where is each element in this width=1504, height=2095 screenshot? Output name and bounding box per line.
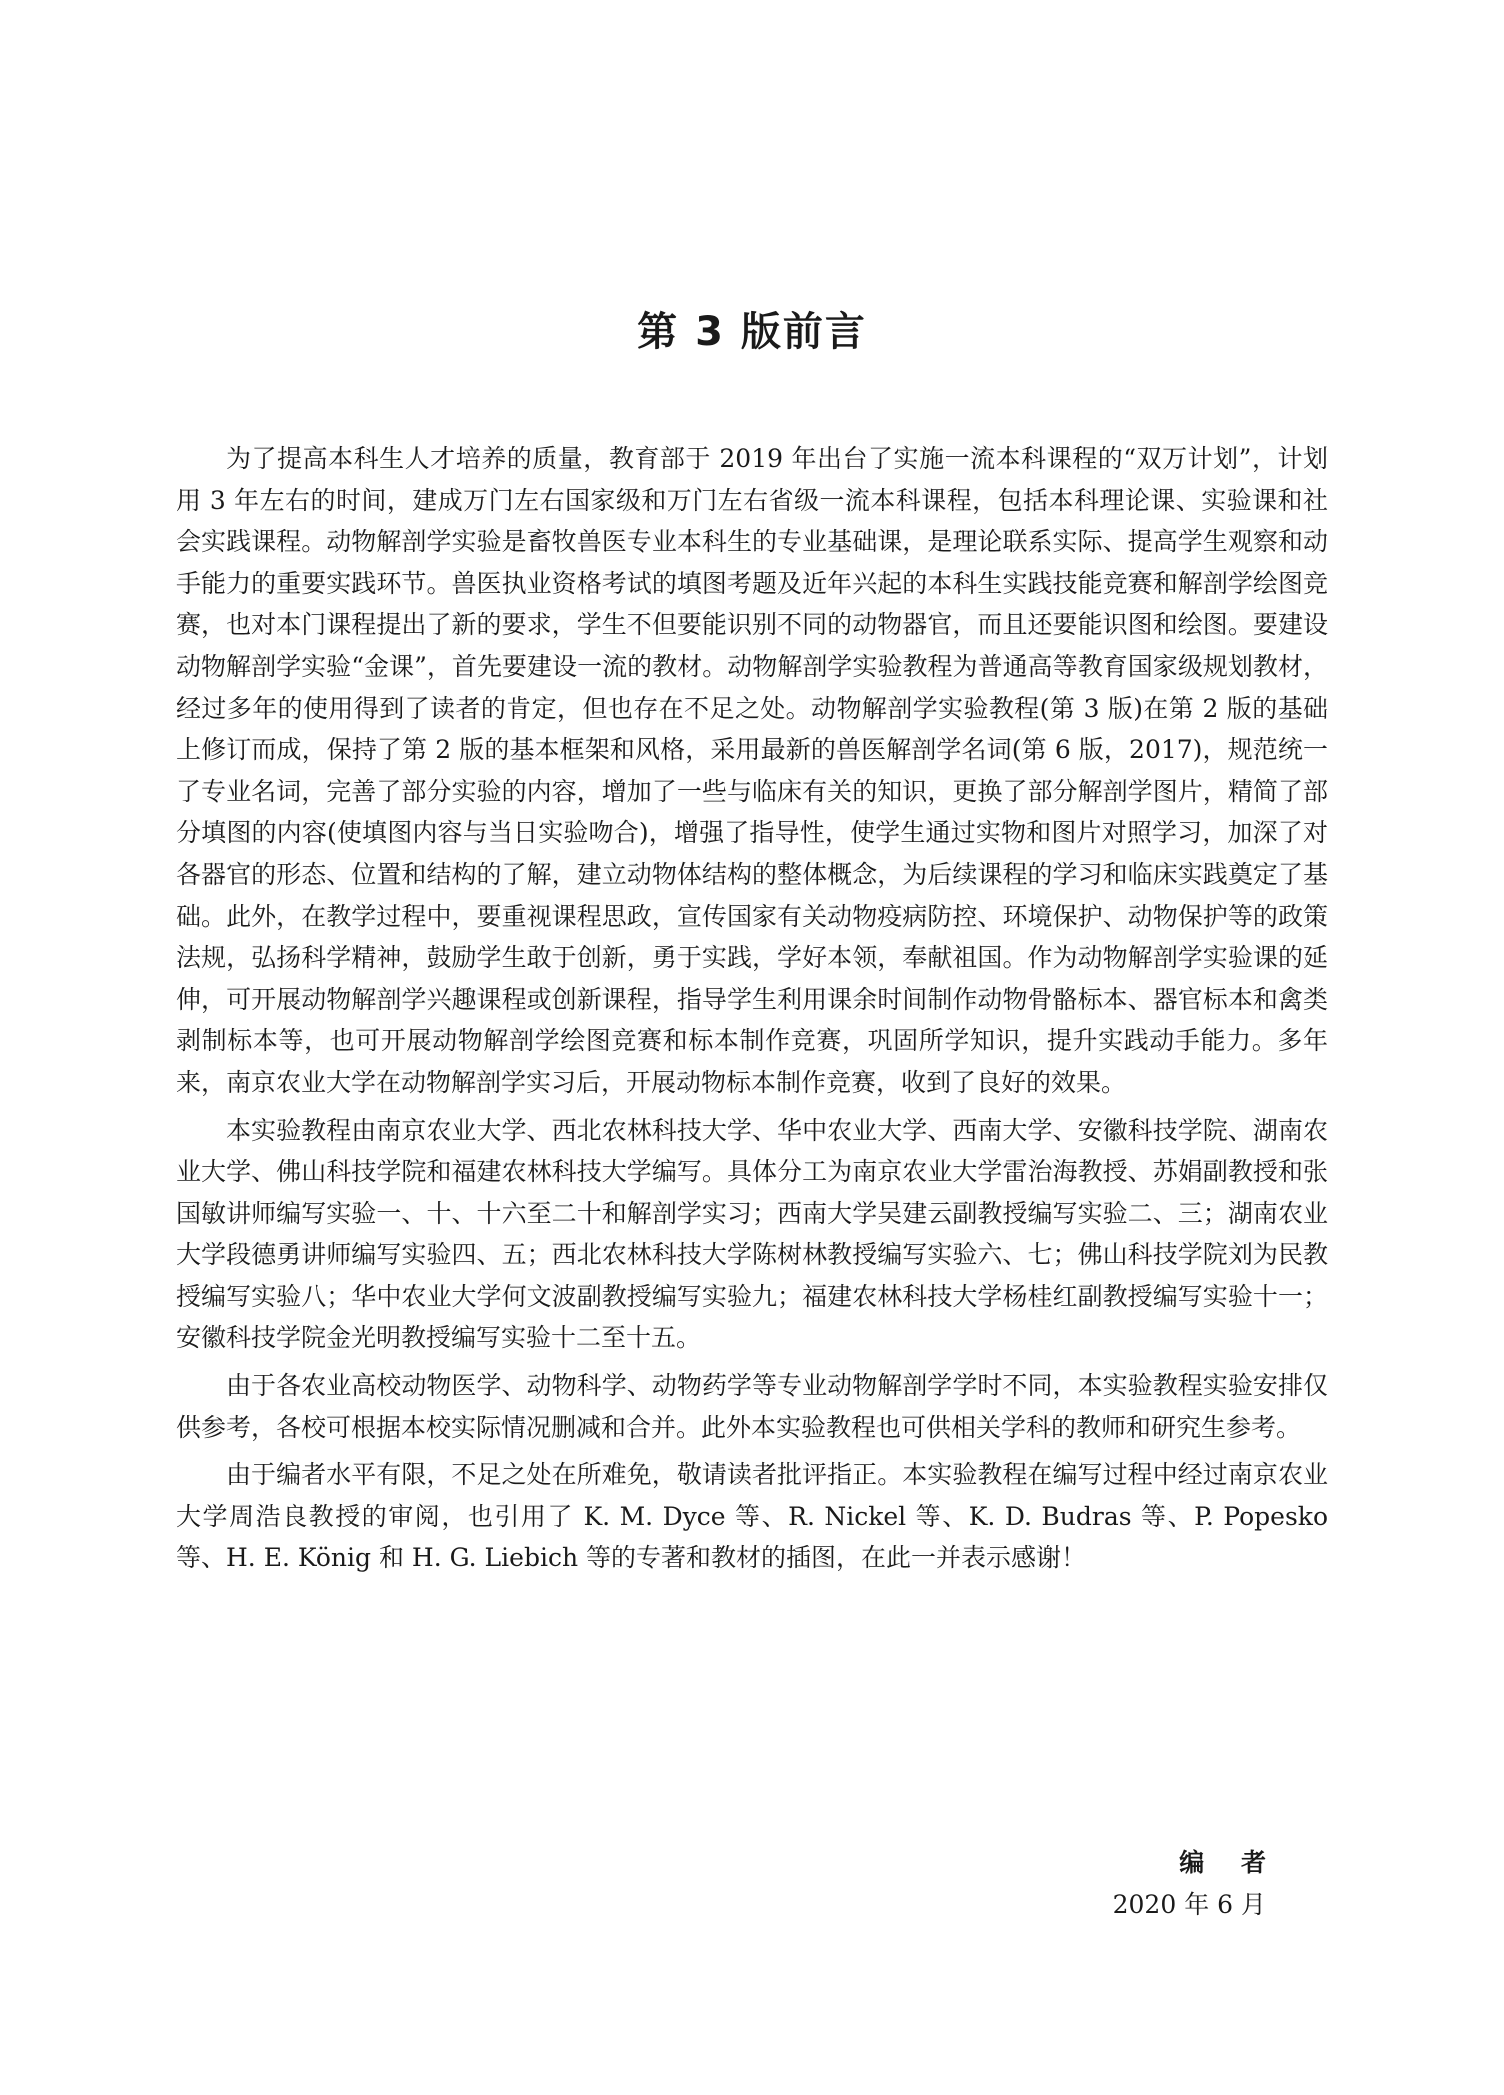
signoff	[1112, 1842, 1280, 1926]
paragraph-3: 由于各农业高校动物医学、动物科学、动物药学等专业动物解剖学学时不同，本实验教程实验安排仅供参考，各校可根据本校实际情况删减和合并。此外本实验教程也可供相关学科的教师和研究生参考。	[176, 1371, 1328, 1442]
preface-body	[176, 438, 1328, 1585]
paragraph-1: 为了提高本科生人才培养的质量，教育部于 2019 年出台了实施一流本科课程的“双万计划”，计划用 3 年左右的时间，建成万门左右国家级和万门左右省级一流本科课程，包括本科理论课、实验课和社会实践课程。动物解剖学实验是畜牧兽医专业本科生的专业基础课，是理论联系实际、提高学生观察和动手能力的重要实践环节。兽医执业资格考试的填图考题及近年兴起的本科生实践技能竞赛和解剖学绘图竞赛，也对本门课程提出了新的要求，学生不但要能识别不同的动物器官，而且还要能识图和绘图。要建设动物解剖学实验“金课”，首先要建设一流的教材。动物解剖学实验教程为普通高等教育国家级规划教材，经过多年的使用得到了读者的肯定，但也存在不足之处。动物解剖学实验教程(第 3 版)在第 2 版的基础上修订而成，保持了第 2 版的基本框架和风格，采用最新的兽医解剖学名词(第 6 版，2017)，规范统一了专业名词，完善了部分实验的内容，增加了一些与临床有关的知识，更换了部分解剖学图片，精简了部分填图的内容(使填图内容与当日实验吻合)，增强了指导性，使学生通过实物和图片对照学习，加深了对各器官的形态、位置和结构的了解，建立动物体结构的整体概念，为后续课程的学习和临床实践奠定了基础。此外，在教学过程中，要重视课程思政，宣传国家有关动物疫病防控、环境保护、动物保护等的政策法规，弘扬科学精神，鼓励学生敢于创新，勇于实践，学好本领，奉献祖国。作为动物解剖学实验课的延伸，可开展动物解剖学兴趣课程或创新课程，指导学生利用课余时间制作动物骨骼标本、器官标本和禽类剥制标本等，也可开展动物解剖学绘图竞赛和标本制作竞赛，巩固所学知识，提升实践动手能力。多年来，南京农业大学在动物解剖学实习后，开展动物标本制作竞赛，收到了良好的效果。	[176, 444, 1328, 1097]
paragraph-4: 由于编者水平有限，不足之处在所难免，敬请读者批评指正。本实验教程在编写过程中经过南京农业大学周浩良教授的审阅，也引用了 K. M. Dyce 等、R. Nickel 等、K. D. Budras 等、P. Popesko 等、H. E. König 和 H. G. Liebich 等的专著和教材的插图，在此一并表示感谢！	[176, 1460, 1328, 1573]
date-label: 2020 年 6 月	[1112, 1890, 1266, 1919]
paragraph-2: 本实验教程由南京农业大学、西北农林科技大学、华中农业大学、西南大学、安徽科技学院、湖南农业大学、佛山科技学院和福建农林科技大学编写。具体分工为南京农业大学雷治海教授、苏娟副教授和张国敏讲师编写实验一、十、十六至二十和解剖学实习；西南大学吴建云副教授编写实验二、三；湖南农业大学段德勇讲师编写实验四、五；西北农林科技大学陈树林教授编写实验六、七；佛山科技学院刘为民教授编写实验八；华中农业大学何文波副教授编写实验九；福建农林科技大学杨桂红副教授编写实验十一；安徽科技学院金光明教授编写实验十二至十五。	[176, 1115, 1328, 1353]
page-title: 第 3 版前言	[637, 309, 867, 355]
author-label: 编 者	[1179, 1848, 1280, 1877]
